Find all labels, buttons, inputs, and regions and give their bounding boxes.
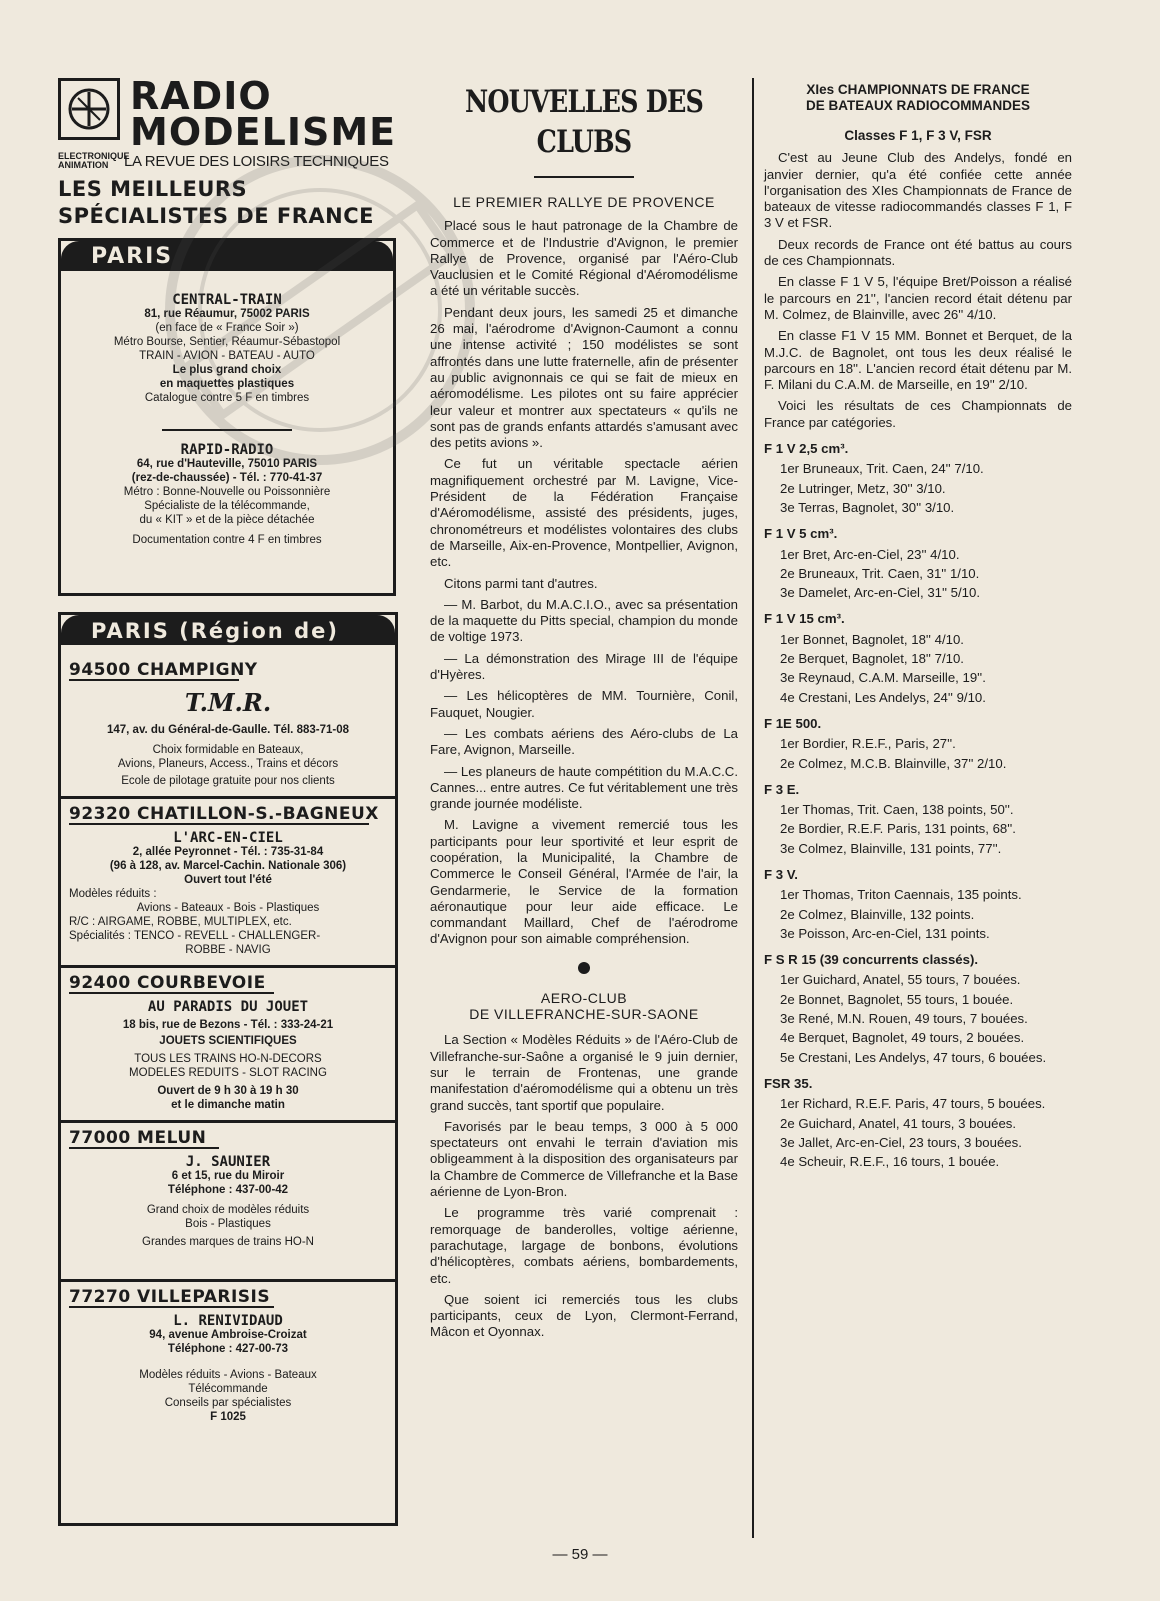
shop-line: MODELES REDUITS - SLOT RACING xyxy=(129,1067,327,1079)
shop-line: Le plus grand choix xyxy=(172,364,282,376)
divider xyxy=(61,796,395,799)
masthead-subtitle xyxy=(58,152,398,170)
paragraph: Pendant deux jours, les samedi 25 et dimanche 26 mai, l'aérodrome d'Avignon-Caumont a connu une intense activité ; 150 modélistes se sont affrontés dans une lutte fraternelle, afin de présenter au public avignonnais ce qui se fait de mieux en aéromodélisme. Les pilotes ont su faire apprécier leur valeur et montrer aux spectateurs « qu'ils ne sont pas de grands enfants attardés s'amusant avec des petits avions ». xyxy=(430,304,738,451)
result-entry: 3e Colmez, Blainville, 131 points, 77''. xyxy=(780,840,1002,856)
shop-rapid-radio xyxy=(61,443,393,547)
result-entry: 2e Bonnet, Bagnolet, 55 tours, 1 bouée. xyxy=(780,991,1014,1007)
championship-column xyxy=(764,82,1072,1173)
shop-city: 94500 CHAMPIGNY xyxy=(69,660,258,680)
shop-line: Ouvert tout l'été xyxy=(184,874,272,886)
section-title-line: AERO-CLUB xyxy=(540,989,628,1006)
shop-line: Grandes marques de trains HO-N xyxy=(142,1236,314,1248)
paragraph: — La démonstration des Mirage III de l'équipe d'Hyères. xyxy=(430,650,738,683)
paragraph: Favorisés par le beau temps, 3 000 à 5 000 spectateurs ont envahi le terrain d'aviation mis obligeamment à la disposition des organisateurs par la Chambre de Commerce de Villefranche et la Base aérienne de Lyon-Bron. xyxy=(430,1118,738,1200)
divider xyxy=(61,1279,395,1282)
result-entry: 3e Reynaud, C.A.M. Marseille, 19''. xyxy=(780,670,986,686)
result-entry: 5e Crestani, Les Andelys, 47 tours, 6 bouées. xyxy=(780,1049,1047,1065)
region-ad-box xyxy=(58,612,398,1526)
masthead-small-label: ELECTRONIQUE ANIMATION xyxy=(58,151,130,170)
shop-line: 147, av. du Général-de-Gaulle. Tél. 883-71-08 xyxy=(106,724,350,736)
advert-column xyxy=(58,74,398,230)
paragraph: En classe F 1 V 5, l'équipe Bret/Poisson a réalisé le parcours en 21'', l'ancien record était détenu par M. Colmez, de Blainville, avec 26'' 4/10. xyxy=(764,274,1072,322)
paragraph: Voici les résultats de ces Championnats de France par catégories. xyxy=(764,398,1072,430)
result-entry: 1er Bret, Arc-en-Ciel, 23'' 4/10. xyxy=(780,546,960,562)
shop-line: Modèles réduits : xyxy=(69,888,157,900)
paragraph: — Les combats aériens des Aéro-clubs de La Fare, Avignon, Marseille. xyxy=(430,725,738,758)
region-box-header: PARIS (Région de) xyxy=(61,615,395,645)
paragraph: C'est au Jeune Club des Andelys, fondé en janvier dernier, qu'a été confiée cette année l'organisation des XIes Championnats de France de bateaux de vitesse radiocommandés classes F 1, F 3 V et FSR. xyxy=(764,150,1072,231)
shop-line: Bois - Plastiques xyxy=(185,1218,271,1230)
shop-name: CENTRAL-TRAIN xyxy=(172,292,282,308)
shop-name: RAPID-RADIO xyxy=(180,442,274,458)
divider xyxy=(61,1120,395,1123)
shop-line: Métro Bourse, Sentier, Réaumur-Sébastopol xyxy=(113,336,341,348)
masthead-title-1: RADIO xyxy=(130,74,272,118)
shop-line: R/C : AIRGAME, ROBBE, MULTIPLEX, etc. xyxy=(69,916,292,928)
result-category: F 1 V 5 cm³. xyxy=(764,526,838,542)
paragraph: — Les hélicoptères de MM. Tournière, Conil, Fauquet, Nougier. xyxy=(430,688,738,720)
result-entry: 2e Lutringer, Metz, 30'' 3/10. xyxy=(780,480,946,496)
shop-line: Catalogue contre 5 F en timbres xyxy=(144,392,310,404)
shop-city: 77000 MELUN xyxy=(69,1128,207,1148)
magazine-logo-icon xyxy=(58,78,120,140)
result-entry: 4e Scheuir, R.E.F., 16 tours, 1 bouée. xyxy=(780,1154,1000,1170)
shop-line: Métro : Bonne-Nouvelle ou Poissonnière xyxy=(123,486,331,498)
shop-paradis-du-jouet xyxy=(61,973,395,1112)
result-entry: 1er Thomas, Triton Caennais, 135 points. xyxy=(780,887,1022,903)
shop-line: Conseils par spécialistes xyxy=(164,1397,292,1409)
masthead-title-2: MODELISME xyxy=(130,110,397,154)
shop-line: Grand choix de modèles réduits xyxy=(146,1204,310,1216)
shop-central-train xyxy=(61,293,393,405)
shop-line: Téléphone : 437-00-42 xyxy=(167,1184,289,1196)
column-divider xyxy=(752,78,754,1538)
shop-line: 81, rue Réaumur, 75002 PARIS xyxy=(144,308,310,320)
paragraph: Citons parmi tant d'autres. xyxy=(444,575,598,591)
result-entry: 3e Poisson, Arc-en-Ciel, 131 points. xyxy=(780,925,990,941)
ad-headline: LES MEILLEURS SPÉCIALISTES DE FRANCE xyxy=(58,177,374,228)
shop-tmr xyxy=(61,660,395,788)
result-entry: 1er Bruneaux, Trit. Caen, 24'' 7/10. xyxy=(780,461,984,477)
shop-name: AU PARADIS DU JOUET xyxy=(147,999,309,1015)
paris-ad-box xyxy=(58,238,396,596)
shop-saunier xyxy=(61,1128,395,1249)
result-entry: 4e Crestani, Les Andelys, 24'' 9/10. xyxy=(780,689,986,705)
article-subtitle: Classes F 1, F 3 V, FSR xyxy=(844,128,992,143)
shop-line: en maquettes plastiques xyxy=(159,378,295,390)
result-entry: 2e Colmez, Blainville, 132 points. xyxy=(780,906,975,922)
result-category: F 1 V 15 cm³. xyxy=(764,611,845,627)
paris-box-header: PARIS xyxy=(61,241,393,271)
bullet-dot-icon xyxy=(578,962,590,974)
shop-line: 64, rue d'Hauteville, 75010 PARIS xyxy=(136,458,318,470)
shop-line: ROBBE - NAVIG xyxy=(185,944,271,956)
result-entry: 2e Bruneaux, Trit. Caen, 31'' 1/10. xyxy=(780,565,980,581)
result-category: FSR 35. xyxy=(764,1075,813,1091)
shop-line: (rez-de-chaussée) - Tél. : 770-41-37 xyxy=(131,472,323,484)
section-title-rallye: LE PREMIER RALLYE DE PROVENCE xyxy=(453,194,715,210)
result-entry: 1er Richard, R.E.F. Paris, 47 tours, 5 bouées. xyxy=(780,1096,1046,1112)
paragraph: — M. Barbot, du M.A.C.I.O., avec sa présentation de la maquette du Pitts special, champion du monde de voltige 1973. xyxy=(430,596,738,645)
page-number: — 59 — xyxy=(552,1546,608,1563)
result-entry: 2e Berquet, Bagnolet, 18'' 7/10. xyxy=(780,651,964,667)
section-title-aero-club xyxy=(430,990,738,1023)
shop-line: JOUETS SCIENTIFIQUES xyxy=(159,1035,297,1047)
shop-line: du « KIT » et de la pièce détachée xyxy=(139,514,315,526)
shop-line: 2, allée Peyronnet - Tél. : 735-31-84 xyxy=(132,846,324,858)
shop-line: Téléphone : 427-00-73 xyxy=(167,1343,289,1355)
paragraph: Placé sous le haut patronage de la Chambre de Commerce et de l'Industrie d'Avignon, le premier Rallye de Provence, organisé par l'Aéro-Club Vauclusien et le Comité Régional d'Aéromodélisme a été un véritable succès. xyxy=(430,218,738,299)
shop-line: Choix formidable en Bateaux, xyxy=(152,744,304,756)
shop-line: Avions, Planeurs, Access., Trains et décors xyxy=(117,758,339,770)
article-title-line: XIes CHAMPIONNATS DE FRANCE xyxy=(806,82,1030,97)
shop-line: Documentation contre 4 F en timbres xyxy=(132,534,322,546)
result-entry: 3e Damelet, Arc-en-Ciel, 31'' 5/10. xyxy=(780,585,981,601)
shop-line: TRAIN - AVION - BATEAU - AUTO xyxy=(139,350,315,362)
clubs-news-column xyxy=(430,82,738,1346)
page-title: NOUVELLES DES CLUBS xyxy=(464,84,704,160)
result-category: F 3 E. xyxy=(764,781,800,797)
result-entry: 2e Colmez, M.C.B. Blainville, 37'' 2/10. xyxy=(780,755,1007,771)
shop-name: T.M.R. xyxy=(184,688,272,717)
result-entry: 3e Terras, Bagnolet, 30'' 3/10. xyxy=(780,499,955,515)
shop-line: Modèles réduits - Avions - Bateaux xyxy=(139,1369,317,1381)
result-entry: 4e Berquet, Bagnolet, 49 tours, 2 bouées. xyxy=(780,1030,1025,1046)
result-entry: 3e Jallet, Arc-en-Ciel, 23 tours, 3 bouées. xyxy=(780,1134,1022,1150)
shop-renividaud xyxy=(61,1287,395,1424)
shop-line: (96 à 128, av. Marcel-Cachin. Nationale 306) xyxy=(109,860,347,872)
result-category: F S R 15 (39 concurrents classés). xyxy=(764,952,979,968)
result-category: F 1 V 2,5 cm³. xyxy=(764,441,849,457)
section-title-line: DE VILLEFRANCHE-SUR-SAONE xyxy=(469,1006,699,1023)
shop-line: 6 et 15, rue du Miroir xyxy=(171,1170,285,1182)
divider xyxy=(162,429,292,431)
paragraph: M. Lavigne a vivement remercié tous les participants pour leur sportivité et leur esprit de coopération, la Municipalité, la Chambre de Commerce le Conseil Général, l'Armée de l'air, la Gendarmerie, le Service de la formation aéronautique pour leur aide efficace. Le commandant Maillard, Chef de l'aérodrome d'Avignon pour son aimable compréhension. xyxy=(430,817,738,947)
shop-name: J. SAUNIER xyxy=(185,1154,271,1170)
article-title-line: DE BATEAUX RADIOCOMMANDES xyxy=(805,98,1030,113)
shop-arc-en-ciel xyxy=(61,804,395,957)
result-entry: 1er Guichard, Anatel, 55 tours, 7 bouées. xyxy=(780,972,1021,988)
paragraph: Le programme très varié comprenait : remorquage de banderolles, voltige aérienne, parachutage, largage de bonbons, évolutions d'hélicoptères, combats aériens, bombardements, etc. xyxy=(430,1205,738,1286)
paragraph: La Section « Modèles Réduits » de l'Aéro-Club de Villefranche-sur-Saône a organisé le 9 juin dernier, sur le terrain de Frontenas, une grande manifestation d'aéromodélisme qui a obtenu un très grand succès, tant sportif que populaire. xyxy=(430,1032,738,1113)
result-entry: 1er Thomas, Trit. Caen, 138 points, 50''. xyxy=(780,802,1014,818)
divider xyxy=(61,965,395,968)
result-category: F 1E 500. xyxy=(764,715,822,731)
shop-city: 92320 CHATILLON-S.-BAGNEUX xyxy=(69,804,379,824)
divider xyxy=(534,176,634,178)
masthead-tagline: LA REVUE DES LOISIRS TECHNIQUES xyxy=(124,153,389,170)
shop-line: F 1025 xyxy=(210,1411,246,1423)
shop-name: L'ARC-EN-CIEL xyxy=(173,830,283,846)
shop-city: 92400 COURBEVOIE xyxy=(69,973,266,993)
shop-line: (en face de « France Soir ») xyxy=(155,322,299,334)
shop-line: Ecole de pilotage gratuite pour nos clients xyxy=(121,775,335,787)
result-entry: 3e René, M.N. Rouen, 49 tours, 7 bouées. xyxy=(780,1011,1028,1027)
shop-line: Spécialités : TENCO - REVELL - CHALLENGER- xyxy=(69,930,321,942)
paragraph: Ce fut un véritable spectacle aérien magnifiquement orchestré par M. Lavigne, Vice-Président de la Fédération Française d'Aéromodélisme, assisté des présidents, juges, chronométreurs et modélistes volontaires des clubs de Marseille, Aix-en-Provence, Montpellier, Avignon, etc. xyxy=(430,456,738,570)
shop-line: 18 bis, rue de Bezons - Tél. : 333-24-21 xyxy=(122,1019,334,1031)
results-list xyxy=(764,441,1072,1170)
result-entry: 2e Guichard, Anatel, 41 tours, 3 bouées. xyxy=(780,1115,1017,1131)
paragraph: Que soient ici remerciés tous les clubs participants, ceux de Lyon, Clermont-Ferrand, Mâcon et Oyonnax. xyxy=(430,1291,738,1340)
shop-line: TOUS LES TRAINS HO-N-DECORS xyxy=(134,1053,322,1065)
shop-line: Avions - Bateaux - Bois - Plastiques xyxy=(136,902,320,914)
paragraph: En classe F1 V 15 MM. Bonnet et Berquet, de la M.J.C. de Bagnolet, ont tous les deux réalisé le parcours en 18''. L'ancien record était détenu par M. F. Milani du C.A.M. de Marseille, en 19'' 2/10. xyxy=(764,328,1072,393)
result-entry: 1er Bonnet, Bagnolet, 18'' 4/10. xyxy=(780,631,964,647)
shop-city: 77270 VILLEPARISIS xyxy=(69,1287,271,1307)
shop-line: Télécommande xyxy=(188,1383,268,1395)
shop-line: Spécialiste de la télécommande, xyxy=(144,500,310,512)
result-category: F 3 V. xyxy=(764,866,798,882)
shop-line: Ouvert de 9 h 30 à 19 h 30 xyxy=(157,1085,299,1097)
shop-line: 94, avenue Ambroise-Croizat xyxy=(149,1329,307,1341)
paragraph: Deux records de France ont été battus au cours de ces Championnats. xyxy=(764,236,1072,269)
shop-name: L. RENIVIDAUD xyxy=(173,1313,283,1329)
result-entry: 2e Bordier, R.E.F. Paris, 131 points, 68''. xyxy=(780,821,1016,837)
result-entry: 1er Bordier, R.E.F., Paris, 27''. xyxy=(780,736,956,752)
paragraph: — Les planeurs de haute compétition du M.A.C.C. Cannes... entre autres. Ce fut véritablement une très grande journée modéliste. xyxy=(430,763,738,812)
shop-line: et le dimanche matin xyxy=(171,1099,285,1111)
